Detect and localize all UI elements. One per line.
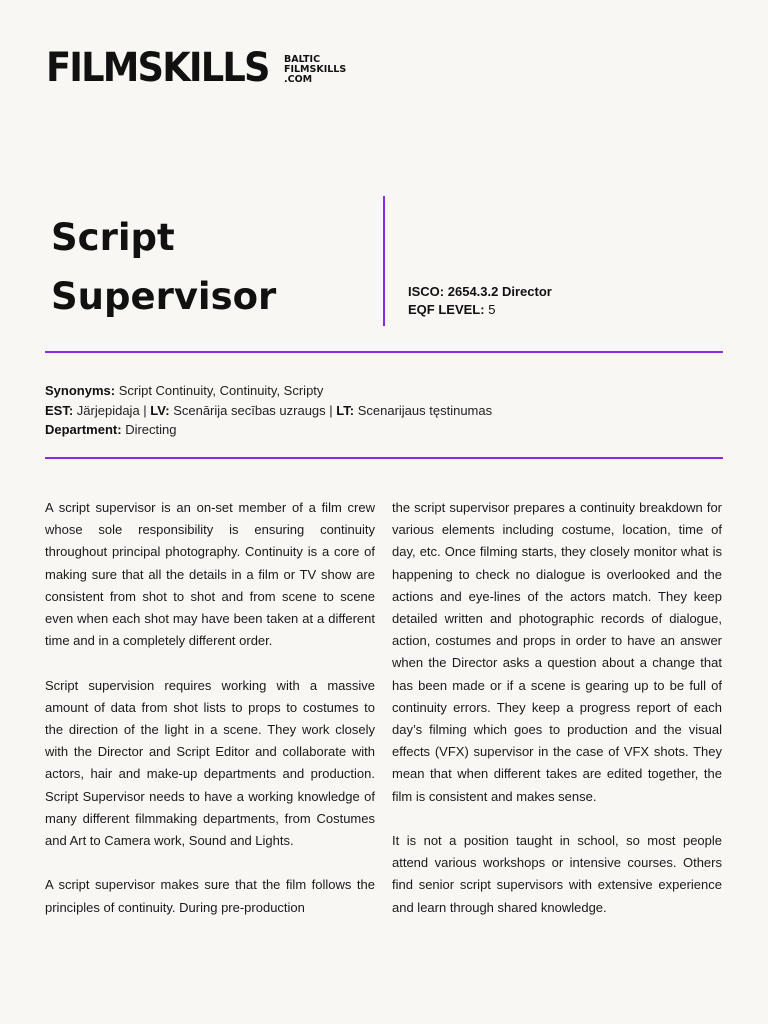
department-label: Department: [45,422,122,437]
paragraph: It is not a position taught in school, so most people attend various workshops or intensive courses. Others find senior script supervisors with extensive experience and learn through shared knowledge. [392,833,722,915]
lv-value: Scenārija secības uzraugs | [173,402,333,418]
vertical-divider [383,196,385,326]
divider-top [45,351,723,353]
body-column-left [45,497,375,941]
est-value: Järjepidaja | [76,402,147,418]
job-info [45,381,492,440]
paragraph: A script supervisor is an on-set member of a film crew whose sole responsibility is ensuring continuity throughout principal photography. Continuity is a core of making sure that all the details in a film or TV show are consistent from shot to shot and from scene to scene even when each shot may have been taken at a different time and in a completely different order. [45,500,375,649]
lt-value: Scenarijaus tęstinumas [357,402,493,418]
eqf-value: 5 [488,302,496,317]
synonyms-row [45,381,492,401]
department-row [45,420,492,440]
synonyms-label: Synonyms: [45,383,116,398]
department-value: Directing [125,422,177,437]
logo-sub-line1: BALTIC [283,54,321,65]
page-title [51,208,276,326]
lv-label: LV: [150,402,170,418]
est-label: EST: [45,402,74,418]
lt-label: LT: [336,402,355,418]
divider-bottom [45,457,723,459]
filmskills-logo [46,46,346,90]
logo-subtext [284,55,346,85]
paragraph: A script supervisor makes sure that the film follows the principles of continuity. During pre-production [45,877,375,915]
paragraph: Script supervision requires working with a massive amount of data from shot lists to props to costumes to the direction of the light in a scene. They work closely with the Director and Script Editor and collaborate with actors, hair and make-up departments and production. Script Supervisor needs to have a working knowledge of many different filmmaking departments, from Costumes and Art to Camera work, Sound and Lights. [45,677,375,849]
eqf-row [408,301,552,319]
logo-sub-line2: FILMSKILLS [283,64,347,75]
synonyms-value: Script Continuity, Continuity, Scripty [118,383,324,398]
isco-value: 2654.3.2 Director [447,284,552,299]
title-line2: Supervisor [51,275,277,318]
body-column-right [392,497,722,941]
isco-row [408,283,552,301]
logo-sub-line3: .COM [283,74,313,85]
isco-label: ISCO: [408,284,445,299]
classification-meta [408,283,552,319]
logo-wordmark: FILMSKILLS [46,45,269,91]
paragraph: the script supervisor prepares a continuity breakdown for various elements including costume, location, time of day, etc. Once filming starts, they closely monitor what is happening to check no dialogue is overlooked and the actions and eye-lines of the actors match. They keep detailed written and photographic records of dialogue, action, costumes and props in order to have an answer when the Director asks a question about a change that has been made or if a scene is gearing up to be full of continuity errors. They keep a progress report of each day’s filming which goes to production and the visual effects (VFX) supervisor in the case of VFX shots. They mean that when different takes are edited together, the film is consistent and makes sense. [392,500,722,804]
translations-row [45,401,492,421]
title-line1: Script [51,216,175,259]
eqf-label: EQF LEVEL: [408,302,485,317]
